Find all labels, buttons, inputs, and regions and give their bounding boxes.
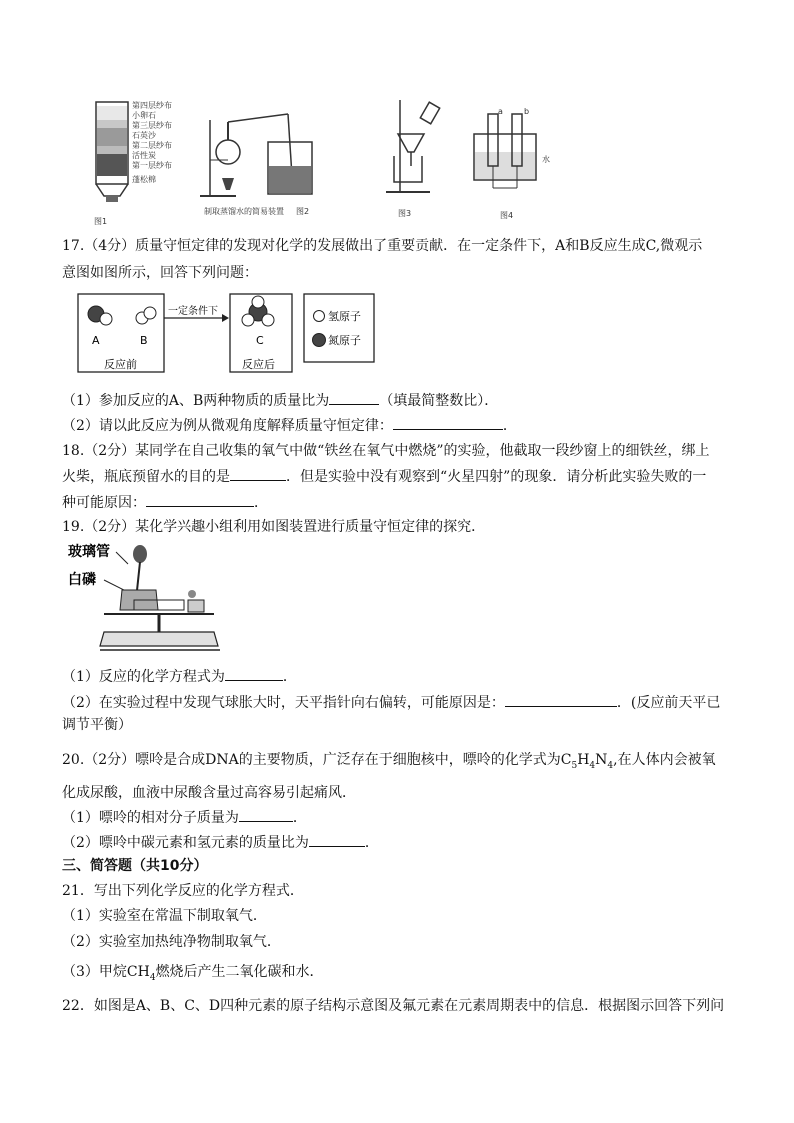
q21-sub3-text: （3）甲烷CH: [62, 964, 150, 980]
fig1-label-1: 第四层纱布: [132, 101, 172, 110]
q20-formula-h: 4: [589, 760, 596, 771]
fig3-caption: 图3: [398, 209, 412, 218]
fig1-label-7: 第一层纱布: [132, 161, 172, 170]
q18-line1: 18.（2分）某同学在自己收集的氧气中做“铁丝在氧气中燃烧”的实验，他截取一段纱窗上的细铁丝，绑上: [62, 443, 710, 459]
q17-sub2-text: （2）请以此反应为例从微观角度解释质量守恒定律：: [62, 418, 393, 434]
q17-sub1-text: （1）参加反应的A、B两种物质的质量比为: [62, 393, 330, 409]
q19-stem: 19.（2分）某化学兴趣小组利用如图装置进行质量守恒定律的探究．: [62, 519, 486, 535]
q17-arrow-label: 一定条件下: [168, 306, 218, 317]
q17-stem-line1: 17.（4分）质量守恒定律的发现对化学的发展做出了重要贡献．在一定条件下，A和B反应生成C,微观示: [62, 238, 703, 254]
q19-label-tube: 玻璃管: [68, 544, 110, 560]
q17-legend-n: 氮原子: [328, 334, 361, 347]
q22-stem: 22．如图是A、B、C、D四种元素的原子结构示意图及氟元素在元素周期表中的信息．根据图示回答下列问: [62, 998, 725, 1014]
q21-stem: 21．写出下列化学反应的化学方程式．: [62, 883, 304, 899]
fig4-label-water: 水: [542, 155, 550, 164]
q20-line1: [62, 751, 716, 775]
fig1-label-5: 第二层纱布: [132, 141, 172, 150]
q18-line2-tail: ．但是实验中没有观察到“火星四射”的现象．请分析此实验失败的一: [286, 469, 707, 485]
q20-formula-c: 5: [571, 760, 578, 771]
q21-sub3: [62, 963, 324, 987]
q17-label-c: C: [256, 334, 264, 347]
q18-line2-text: 火柴，瓶底预留水的目的是: [62, 469, 230, 485]
q21-sub3-tail: 燃烧后产生二氧化碳和水．: [155, 964, 324, 980]
q18-line2: [62, 467, 706, 486]
q21-sub1: （1）实验室在常温下制取氧气．: [62, 908, 267, 924]
figure-4-electrolysis: [470, 104, 560, 220]
q19-sub2-cont: 调节平衡）: [62, 717, 132, 733]
fig1-label-2: 小卵石: [132, 111, 156, 120]
q20-line1-tail: ,在人体内会被氧: [613, 752, 716, 768]
fig2-caption: 图2: [296, 207, 310, 216]
figure-1-water-filter: [88, 96, 188, 228]
q19-sub2-blank[interactable]: [505, 693, 617, 707]
q17-label-a: A: [92, 334, 100, 347]
q17-sub2: [62, 416, 517, 435]
q18-line3-tail: ．: [254, 495, 268, 511]
fig2-title: 制取蒸馏水的简易装置: [204, 207, 284, 216]
q21-sub2: （2）实验室加热纯净物制取氧气．: [62, 934, 281, 950]
fig1-label-6: 活性炭: [132, 151, 156, 160]
fig4-label-b: b: [524, 107, 530, 116]
q20-line2: 化成尿酸，血液中尿酸含量过高容易引起痛风．: [62, 785, 356, 801]
q17-micro-diagram: [76, 288, 376, 374]
fig1-label-3: 第三层纱布: [132, 121, 172, 130]
q19-sub2-text: （2）在实验过程中发现气球胀大时，天平指针向右偏转，可能原因是：: [62, 695, 505, 711]
q20-sub1-blank[interactable]: [239, 808, 293, 822]
fig1-label-8: 蓬松棉: [132, 175, 156, 184]
q19-label-phosphorus: 白磷: [68, 572, 96, 588]
figure-2-distillation: [196, 100, 326, 220]
q20-sub1: [62, 808, 307, 827]
q17-after-label: 反应后: [242, 358, 275, 371]
q20-formula-n-symbol: N: [595, 752, 608, 768]
figure-3-filtration: [380, 94, 450, 220]
q20-sub2-blank[interactable]: [309, 833, 365, 847]
q19-sub1-tail: ．: [282, 669, 297, 685]
q17-sub1-blank[interactable]: [329, 391, 379, 405]
fig1-caption: 图1: [94, 217, 108, 226]
q18-blank-2[interactable]: [146, 493, 254, 507]
q21-sub3-subscript: 4: [149, 972, 156, 983]
q17-label-b: B: [140, 334, 148, 347]
fig1-label-4: 石英沙: [132, 131, 156, 140]
q18-line3: [62, 493, 268, 512]
q17-sub1-tail: （填最简整数比）．: [379, 393, 499, 409]
q20-sub2-text: （2）嘌呤中碳元素和氢元素的质量比为: [62, 835, 309, 851]
q17-legend-h: 氢原子: [328, 310, 361, 323]
fig4-label-a: a: [498, 107, 503, 116]
q17-sub1: [62, 391, 498, 410]
q19-sub1-blank[interactable]: [225, 667, 283, 681]
q19-balance-apparatus: [64, 540, 220, 656]
q20-sub1-text: （1）嘌呤的相对分子质量为: [62, 810, 239, 826]
fig4-caption: 图4: [500, 211, 514, 220]
q20-sub2-tail: ．: [364, 835, 379, 851]
q19-sub2-tail: ．(反应前天平已: [616, 695, 721, 711]
q17-sub2-tail: ．: [502, 418, 517, 434]
q18-blank-1[interactable]: [230, 467, 286, 481]
q20-formula-n: 4: [607, 760, 614, 771]
q19-sub2: [62, 693, 720, 712]
q19-sub1-text: （1）反应的化学方程式为: [62, 669, 225, 685]
section-3-heading: 三、简答题（共10分）: [62, 858, 208, 874]
q18-line3-text: 种可能原因：: [62, 495, 146, 511]
q20-sub2: [62, 833, 379, 852]
q20-formula-h-symbol: H: [577, 752, 590, 768]
q19-sub1: [62, 667, 297, 686]
q17-sub2-blank[interactable]: [393, 416, 503, 430]
q17-before-label: 反应前: [104, 358, 137, 371]
q17-stem-line2: 意图如图所示，回答下列问题：: [62, 265, 258, 281]
q20-sub1-tail: ．: [292, 810, 307, 826]
q20-line1-text: 20.（2分）嘌呤是合成DNA的主要物质，广泛存在于细胞核中，嘌呤的化学式为C: [62, 752, 572, 768]
